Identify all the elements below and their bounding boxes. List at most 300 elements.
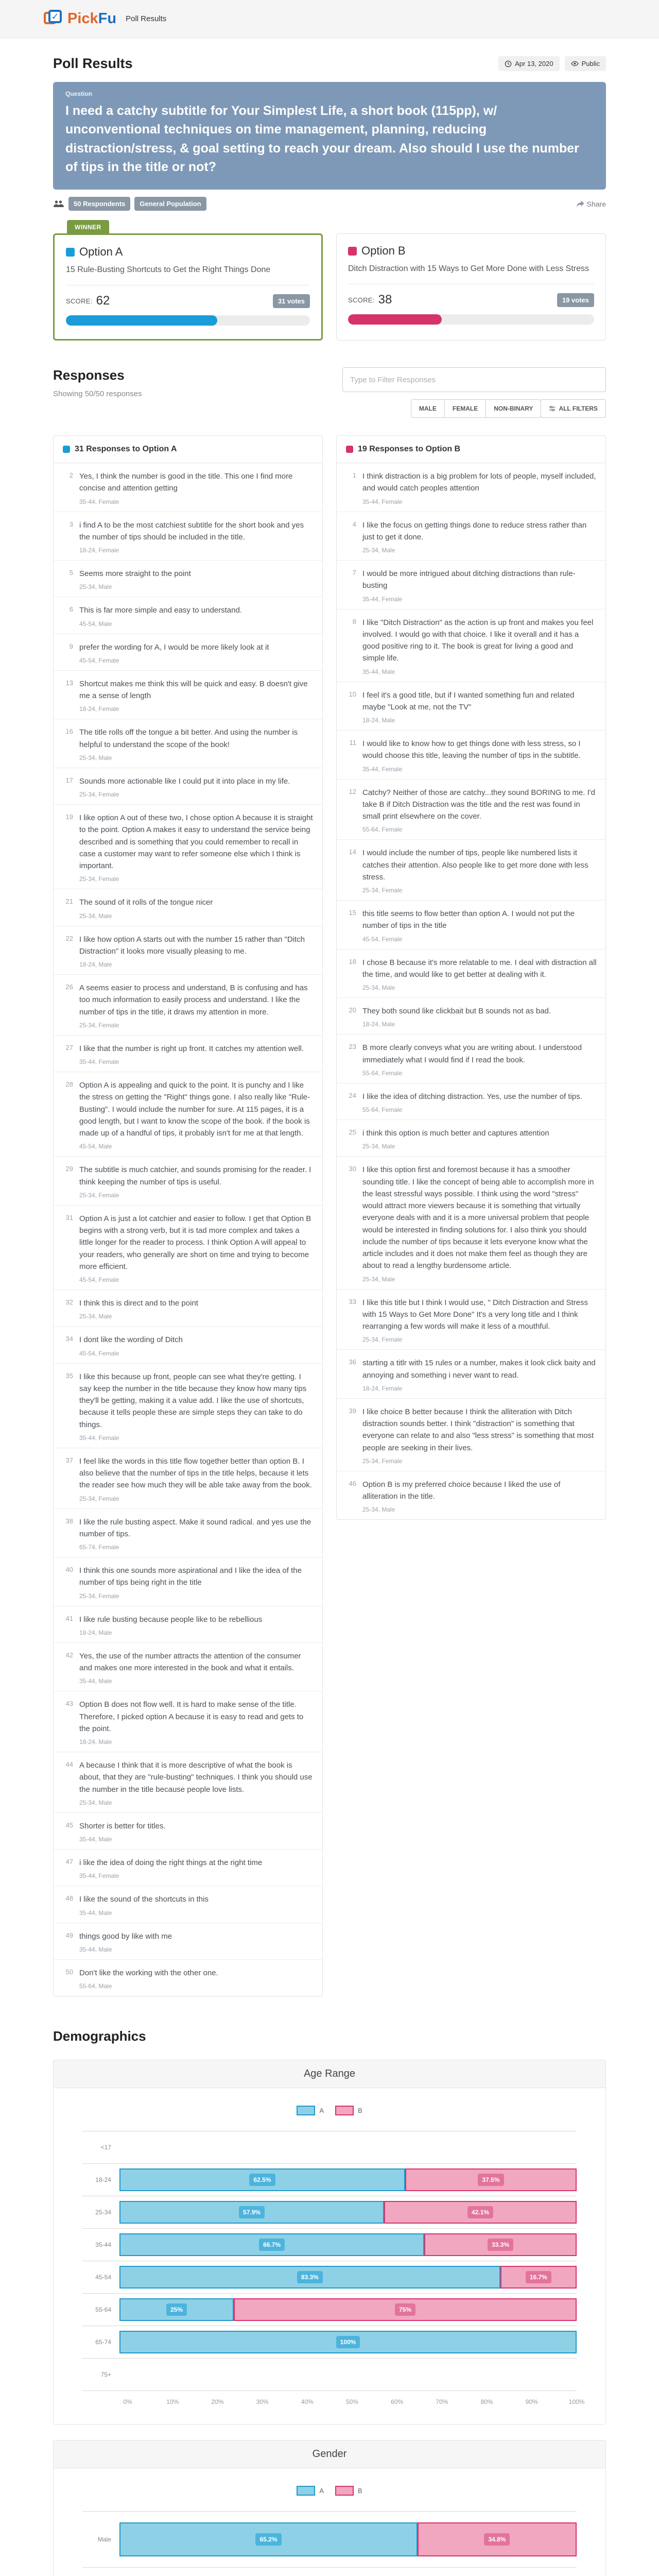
chart-bar-a xyxy=(119,2266,500,2289)
filter-button-male[interactable]: MALE xyxy=(411,399,445,418)
response-body xyxy=(79,1893,314,1916)
chart-row xyxy=(82,2326,577,2358)
chart-row xyxy=(82,2163,577,2196)
response-demographic: 18-24, Male xyxy=(79,1738,112,1745)
response-body xyxy=(79,519,314,554)
response-text: I like the sound of the shortcuts in this xyxy=(79,1895,209,1904)
response-body xyxy=(79,1297,314,1320)
response-demographic: 18-24, Female xyxy=(79,547,119,554)
response-item xyxy=(337,1157,605,1289)
question-box xyxy=(53,82,606,190)
response-item xyxy=(337,463,605,512)
response-body xyxy=(79,896,314,919)
option-b-progress-track xyxy=(348,314,594,325)
response-number: 38 xyxy=(65,1517,73,1525)
response-demographic: 25-34, Male xyxy=(362,547,395,554)
response-item xyxy=(337,731,605,779)
chart-bar-b xyxy=(500,2266,577,2289)
response-text: I think distraction is a big problem for lots of people, myself included, and would catch peoples attention xyxy=(362,472,596,493)
response-number: 31 xyxy=(65,1213,73,1222)
response-demographic: 25-34, Male xyxy=(79,754,112,761)
axis-tick: 60% xyxy=(391,2398,404,2405)
response-number: 26 xyxy=(65,983,73,991)
response-item xyxy=(54,597,322,634)
all-filters-button[interactable] xyxy=(541,399,606,418)
filter-sliders-icon xyxy=(549,405,556,412)
response-number: 18 xyxy=(349,957,356,965)
filter-button-female[interactable]: FEMALE xyxy=(444,399,486,418)
option-b-title: Ditch Distraction with 15 Ways to Get More Done with Less Stress xyxy=(348,264,589,273)
response-text: I chose B because it's more relatable to me. I deal with distraction all the time, and would like to get better at dealing with it. xyxy=(362,958,597,979)
topbar-page-label: Poll Results xyxy=(126,14,167,23)
response-text: prefer the wording for A, I would be more likely look at it xyxy=(79,642,269,652)
response-text: Shortcut makes me think this will be quick and easy. B doesn't give me a sense of length xyxy=(79,679,308,700)
legend-swatch-b xyxy=(335,2486,354,2496)
response-demographic: 35-44, Female xyxy=(362,595,403,603)
response-text: I like option A out of these two, I chose option A because it is straight to the point. Option A makes it easy to understand the service being described and is something that you could remember to recall in case a customer may want to refer someone else which I think is important. xyxy=(79,814,313,870)
response-demographic: 35-44, Female xyxy=(362,498,403,505)
response-text: i like the idea of doing the right things at the right time xyxy=(79,1858,263,1867)
legend-label-a: A xyxy=(319,2487,324,2495)
response-body xyxy=(79,1650,314,1685)
response-number: 4 xyxy=(352,520,356,528)
response-number: 34 xyxy=(65,1335,73,1343)
response-demographic: 55-64, Female xyxy=(362,826,403,834)
response-text: I like this because up front, people can see what they're getting. I say keep the number in the title because they know how many tips they'll be getting, making it a value add. I like the use of shortcuts, because it tells people these are simple steps they can take to do things. xyxy=(79,1372,307,1429)
chart-row-track xyxy=(119,2229,577,2261)
response-demographic: 45-54, Female xyxy=(79,1276,119,1283)
response-item xyxy=(54,1364,322,1448)
pickfu-logo[interactable] xyxy=(44,10,116,28)
response-item xyxy=(337,1035,605,1083)
bar-label-a: 57.9% xyxy=(239,2206,265,2218)
chart-category-label: 75+ xyxy=(100,2371,111,2378)
chart-row-track xyxy=(119,2512,577,2567)
response-demographic: 25-34, Female xyxy=(79,875,119,883)
responses-count-text: Showing 50/50 responses xyxy=(53,389,142,398)
response-number: 33 xyxy=(349,1297,356,1306)
response-text: I like the idea of ditching distraction. Yes, use the number of tips. xyxy=(362,1092,582,1101)
response-item xyxy=(337,1120,605,1157)
response-body xyxy=(79,1820,314,1843)
response-number: 19 xyxy=(65,813,73,821)
response-text: Sounds more actionable like I could put it into place in my life. xyxy=(79,776,290,786)
option-a-score: 62 xyxy=(96,294,110,308)
app-header xyxy=(0,0,659,38)
bar-label-a: 62.5% xyxy=(249,2174,275,2186)
response-demographic: 25-34, Female xyxy=(79,1191,119,1199)
clock-icon xyxy=(505,60,512,67)
response-text: I would like to know how to get things done with less stress, so I would choose this title, leaving the number of tips in the subtitle. xyxy=(362,739,581,760)
response-item xyxy=(54,1206,322,1290)
response-body xyxy=(362,1406,597,1465)
response-number: 14 xyxy=(349,848,356,856)
chart-row xyxy=(82,2131,577,2163)
response-number: 45 xyxy=(65,1821,73,1829)
response-demographic: 25-34, Female xyxy=(362,1336,403,1344)
option-a-color-square xyxy=(66,248,75,257)
response-item xyxy=(337,998,605,1035)
response-number: 30 xyxy=(349,1165,356,1173)
response-number: 22 xyxy=(65,934,73,942)
response-body xyxy=(79,1334,314,1357)
response-body xyxy=(79,678,314,713)
chart-category-label: 45-54 xyxy=(95,2274,111,2281)
responses-header-row xyxy=(53,367,606,418)
response-body xyxy=(79,1164,314,1199)
response-demographic: 35-44, Female xyxy=(79,1058,119,1065)
response-text: I like rule busting because people like to be rebellious xyxy=(79,1615,263,1624)
chart-legend xyxy=(82,2486,577,2496)
response-number: 5 xyxy=(69,569,73,577)
response-body xyxy=(79,1930,314,1953)
response-number: 20 xyxy=(349,1006,356,1014)
response-demographic: 35-44, Female xyxy=(79,498,119,505)
response-number: 13 xyxy=(65,679,73,687)
response-text: I like this option first and foremost because it has a smoother sounding title. I like the concept of being able to accomplish more in the least stressful ways possible. I think using the word "stress" would attract more viewers because it is something that virtually everyone deals with and it is a more universal problem that people would be interested in finding solutions for. I also think you should include the number of tips because it lets everyone know what the article includes and it does not make them feel as though they are about to read a lengthy burdensome article. xyxy=(362,1165,594,1270)
option-b-score: 38 xyxy=(378,293,392,307)
response-number: 28 xyxy=(65,1080,73,1088)
response-text: starting a titlr with 15 rules or a number, makes it look click baity and annoying and something i never want to read. xyxy=(362,1359,596,1380)
axis-tick: 80% xyxy=(480,2398,493,2405)
chart-legend xyxy=(82,2106,577,2115)
responses-heading: Responses xyxy=(53,367,125,383)
response-text: The title rolls off the tongue a bit better. And using the number is helpful to understand the scope of the book! xyxy=(79,728,298,749)
pickfu-logo-icon xyxy=(44,10,63,28)
page-title: Poll Results xyxy=(53,56,133,71)
response-number: 32 xyxy=(65,1298,73,1306)
gender-chart-body xyxy=(54,2468,605,2576)
axis-tick: 10% xyxy=(166,2398,179,2405)
response-demographic: 25-34, Male xyxy=(362,1506,395,1514)
chart-row-track xyxy=(119,2359,577,2391)
response-demographic: 45-54, Female xyxy=(362,935,403,943)
legend-swatch-a xyxy=(297,2106,315,2115)
response-body xyxy=(79,568,314,590)
option-b-progress-fill xyxy=(348,314,442,325)
response-number: 1 xyxy=(352,471,356,479)
response-demographic: 18-24, Male xyxy=(79,961,112,968)
chart-category-label: Male xyxy=(97,2536,111,2543)
chart-bar-a xyxy=(119,2168,405,2191)
title-row xyxy=(53,56,606,72)
response-item xyxy=(54,975,322,1036)
chart-category-label: 35-44 xyxy=(95,2241,111,2248)
score-label: SCORE: xyxy=(66,297,93,305)
option-card-b xyxy=(336,233,606,341)
response-item xyxy=(54,634,322,671)
responses-card-b-header xyxy=(337,436,605,463)
axis-tick: 40% xyxy=(301,2398,314,2405)
response-number: 24 xyxy=(349,1091,356,1099)
responses-list-b xyxy=(337,463,605,1519)
chart-row-track xyxy=(119,2261,577,2293)
bar-label-a: 65.2% xyxy=(255,2533,281,2546)
response-body xyxy=(362,519,597,554)
age-range-chart-body xyxy=(54,2088,605,2424)
response-item xyxy=(54,1886,322,1923)
respondents-meta-row xyxy=(53,197,606,211)
response-demographic: 25-34, Male xyxy=(79,912,112,920)
response-number: 15 xyxy=(349,909,356,917)
response-body xyxy=(362,689,597,724)
response-demographic: 25-34, Female xyxy=(79,1495,119,1502)
legend-label-b: B xyxy=(358,2107,362,2114)
chart-bar-b xyxy=(424,2233,577,2256)
score-label: SCORE: xyxy=(348,296,375,304)
response-text: Yes, I think the number is good in the title. This one I find more concise and attention getting xyxy=(79,472,293,493)
response-item xyxy=(337,779,605,840)
chart-bar-a xyxy=(119,2331,577,2353)
response-item xyxy=(54,561,322,597)
response-demographic: 25-34, Male xyxy=(362,1143,395,1150)
response-number: 23 xyxy=(349,1043,356,1051)
response-item xyxy=(54,889,322,926)
response-body xyxy=(79,1455,314,1502)
response-number: 36 xyxy=(349,1358,356,1366)
bar-label-b: 37.5% xyxy=(478,2174,504,2186)
response-item xyxy=(54,1327,322,1363)
response-text: Option A is appealing and quick to the point. It is punchy and I like the stress on getting the "Right" things gone. I also really like "Rule-Busting". I would include the number for sure. At 115 pages, it is a good length, but I want to know the scope of the book. if the book is made up of a handful of tips, it probably isn't for me at that length. xyxy=(79,1081,310,1138)
title-badges xyxy=(498,56,606,71)
response-demographic: 25-34, Male xyxy=(362,984,395,991)
response-item xyxy=(54,512,322,561)
response-demographic: 25-34, Female xyxy=(362,1457,403,1465)
responses-columns xyxy=(53,435,606,1996)
response-number: 9 xyxy=(69,642,73,650)
response-text: I think this one sounds more aspirational and I like the idea of the number of tips being right in the title xyxy=(79,1566,302,1587)
response-item xyxy=(54,719,322,768)
response-demographic: 55-64, Female xyxy=(362,1069,403,1077)
response-number: 27 xyxy=(65,1043,73,1052)
response-item xyxy=(337,609,605,682)
response-number: 41 xyxy=(65,1614,73,1622)
chart-category-label: <17 xyxy=(100,2144,111,2151)
response-item xyxy=(54,1850,322,1886)
response-number: 37 xyxy=(65,1456,73,1464)
option-a-progress-track xyxy=(66,315,310,326)
axis-tick: 0% xyxy=(123,2398,132,2405)
response-number: 25 xyxy=(349,1128,356,1136)
share-label: Share xyxy=(586,199,606,208)
response-body xyxy=(362,787,597,834)
response-demographic: 25-34, Female xyxy=(362,887,403,894)
bar-label-a: 83.3% xyxy=(297,2271,323,2283)
response-text: things good by like with me xyxy=(79,1931,172,1941)
response-item xyxy=(337,1290,605,1350)
response-item xyxy=(54,463,322,512)
response-item xyxy=(54,1606,322,1643)
response-number: 35 xyxy=(65,1371,73,1380)
response-body xyxy=(362,1042,597,1077)
response-text: I would include the number of tips, people like numbered lists it catches their attention. Also people like to get more done with less stress. xyxy=(362,849,588,882)
chart-row-track xyxy=(119,2568,577,2576)
response-demographic: 18-24, Female xyxy=(362,1384,403,1392)
response-item xyxy=(54,926,322,975)
response-text: I dont like the wording of Ditch xyxy=(79,1335,183,1345)
response-item xyxy=(54,1643,322,1692)
question-label: Question xyxy=(65,90,93,97)
filter-buttons-row xyxy=(411,399,606,418)
response-item xyxy=(337,1399,605,1471)
responses-card-a-header xyxy=(54,436,322,463)
response-number: 39 xyxy=(349,1406,356,1415)
response-demographic: 25-34, Male xyxy=(79,1313,112,1320)
response-demographic: 35-44, Female xyxy=(79,1434,119,1442)
response-item xyxy=(54,1290,322,1327)
response-demographic: 45-54, Female xyxy=(79,656,119,664)
chart-row-track xyxy=(119,2164,577,2196)
response-text: Catchy? Neither of those are catchy...they sound BORING to me. I'd take B if Ditch Distraction was the title and the rest was found in small print elsewhere on the cover. xyxy=(362,788,595,821)
response-item xyxy=(337,1471,605,1520)
response-demographic: 18-24, Female xyxy=(79,705,119,713)
response-number: 17 xyxy=(65,776,73,784)
chart-bar-a xyxy=(119,2298,234,2321)
bar-label-b: 42.1% xyxy=(467,2206,493,2218)
response-number: 47 xyxy=(65,1858,73,1866)
responses-card-option-a xyxy=(53,435,323,1996)
chart-row xyxy=(82,2293,577,2326)
response-body xyxy=(362,568,597,603)
response-item xyxy=(54,768,322,805)
response-body xyxy=(362,1091,597,1113)
response-body xyxy=(362,1127,597,1150)
response-demographic: 25-34, Male xyxy=(79,1799,112,1806)
chart-bar-a xyxy=(119,2233,424,2256)
response-number: 42 xyxy=(65,1651,73,1659)
response-text: I like that the number is right up front. It catches my attention well. xyxy=(79,1044,304,1053)
responses-card-option-b xyxy=(336,435,606,1520)
response-body xyxy=(79,1759,314,1806)
chart-row xyxy=(82,2261,577,2293)
logo-text-pick: Pick xyxy=(67,10,98,27)
people-icon xyxy=(53,200,64,208)
response-body xyxy=(362,1164,597,1282)
chart-row xyxy=(82,2567,577,2576)
response-item xyxy=(337,682,605,731)
response-text: I like "Ditch Distraction" as the action is up front and makes you feel involved. I would go with that choice. I like it overall and it has a good positive ring to it. The book is great for living a good and simple life. xyxy=(362,618,594,663)
visibility-badge xyxy=(565,56,606,71)
bar-label-b: 16.7% xyxy=(526,2271,551,2283)
response-number: 16 xyxy=(65,727,73,736)
response-body xyxy=(79,1967,314,1990)
response-body xyxy=(79,1699,314,1745)
option-b-score-row xyxy=(348,293,594,307)
option-b-color-square xyxy=(346,446,353,453)
chart-row-track xyxy=(119,2131,577,2163)
response-body xyxy=(362,1357,597,1392)
filter-button-non-binary[interactable]: NON-BINARY xyxy=(485,399,541,418)
response-demographic: 18-24, Male xyxy=(79,1629,112,1636)
response-text: Yes, the use of the number attracts the attention of the consumer and makes one more interested in the book and what it entails. xyxy=(79,1651,301,1672)
responses-card-a-title: 31 Responses to Option A xyxy=(75,445,177,453)
option-b-name-row xyxy=(348,244,594,258)
response-body xyxy=(79,1079,314,1150)
response-item xyxy=(54,1813,322,1850)
option-b-color-square xyxy=(348,247,357,256)
response-demographic: 45-54, Male xyxy=(79,620,112,628)
chart-bar-b xyxy=(418,2522,577,2556)
response-demographic: 35-44, Male xyxy=(79,1945,112,1953)
response-body xyxy=(362,738,597,773)
response-body xyxy=(79,1565,314,1600)
response-number: 44 xyxy=(65,1760,73,1768)
response-text: The sound of it rolls of the tongue nicer xyxy=(79,898,213,907)
response-item xyxy=(337,901,605,950)
response-body xyxy=(79,934,314,969)
response-body xyxy=(362,957,597,992)
filter-responses-input[interactable] xyxy=(342,367,606,392)
chart-bar-a xyxy=(119,2522,418,2556)
response-demographic: 35-44, Male xyxy=(79,1677,112,1685)
response-demographic: 25-34, Male xyxy=(79,583,112,591)
bar-label-b: 34.8% xyxy=(484,2533,510,2546)
chart-bar-b xyxy=(384,2201,577,2224)
legend-label-a: A xyxy=(319,2107,324,2114)
response-body xyxy=(362,470,597,505)
response-text: B more clearly conveys what you are writing about. I understood immediately what I would find if I read the book. xyxy=(362,1043,582,1064)
response-demographic: 45-54, Male xyxy=(79,1143,112,1150)
response-text: this title seems to flow better than option A. I would not put the number of tips in the title xyxy=(362,909,575,930)
response-body xyxy=(362,1297,597,1344)
all-filters-label: ALL FILTERS xyxy=(559,405,598,412)
response-item xyxy=(337,1083,605,1120)
response-demographic: 35-44, Female xyxy=(362,765,403,773)
axis-tick: 30% xyxy=(256,2398,269,2405)
response-demographic: 18-24, Male xyxy=(362,717,395,724)
response-text: I like how option A starts out with the number 15 rather than "Ditch Distraction" it looks more visually pleasing to me. xyxy=(79,935,305,956)
age-range-chart-card xyxy=(53,2060,606,2425)
response-text: Seems more straight to the point xyxy=(79,569,191,578)
chart-row-track xyxy=(119,2326,577,2358)
bar-label-b: 75% xyxy=(395,2303,415,2316)
response-item xyxy=(54,671,322,720)
response-number: 8 xyxy=(352,617,356,625)
response-number: 11 xyxy=(349,739,356,747)
responses-card-b-title: 19 Responses to Option B xyxy=(358,445,461,453)
response-demographic: 35-44, Male xyxy=(362,668,395,675)
axis-tick: 20% xyxy=(211,2398,224,2405)
response-item xyxy=(337,840,605,901)
response-text: Option B does not flow well. It is hard to make sense of the title. Therefore, I picked option A because it is easy to read and gets to the point. xyxy=(79,1700,304,1733)
response-demographic: 25-34, Male xyxy=(362,1275,395,1283)
response-body xyxy=(79,1857,314,1879)
responses-list-a xyxy=(54,463,322,1996)
question-text: I need a catchy subtitle for Your Simplest Life, a short book (115pp), w/ unconventional techniques on time management, planning, reducing distraction/stress, & goal setting to reach your dream. Also should I use the number of tips in the title or not? xyxy=(65,104,579,174)
chart-bar-a xyxy=(119,2201,384,2224)
response-text: A seems easier to process and understand, B is confusing and has too much information to easily process and understand. I like the number of tips in the title, it draws my attention in more. xyxy=(79,984,308,1016)
response-text: I feel like the words in this title flow together better than option B. I also believe that the number of tips in the title helps, because it lets the reader see how much they will be able take away from the book. xyxy=(79,1456,312,1490)
logo-text-fu: Fu xyxy=(98,10,117,27)
response-number: 7 xyxy=(352,569,356,577)
response-text: I like choice B better because I think the alliteration with Ditch distraction sounds better. I think "distraction" is something that everyone can relate to and also "less stress" is something that most people are seeking in their lives. xyxy=(362,1407,594,1452)
response-body xyxy=(79,1614,314,1636)
response-body xyxy=(79,604,314,627)
share-link[interactable] xyxy=(576,200,606,208)
response-number: 10 xyxy=(349,690,356,698)
response-number: 21 xyxy=(65,897,73,906)
option-a-progress-fill xyxy=(66,315,217,326)
eye-icon xyxy=(571,60,579,67)
response-body xyxy=(79,1516,314,1551)
chart-category-label: 25-34 xyxy=(95,2209,111,2216)
response-demographic: 65-74, Female xyxy=(79,1544,119,1551)
bar-label-a: 25% xyxy=(166,2303,187,2316)
response-demographic: 18-24, Male xyxy=(362,1021,395,1028)
age-range-chart-rows xyxy=(82,2131,577,2391)
option-a-name: Option A xyxy=(79,245,123,258)
option-a-votes-badge: 31 votes xyxy=(273,294,310,308)
